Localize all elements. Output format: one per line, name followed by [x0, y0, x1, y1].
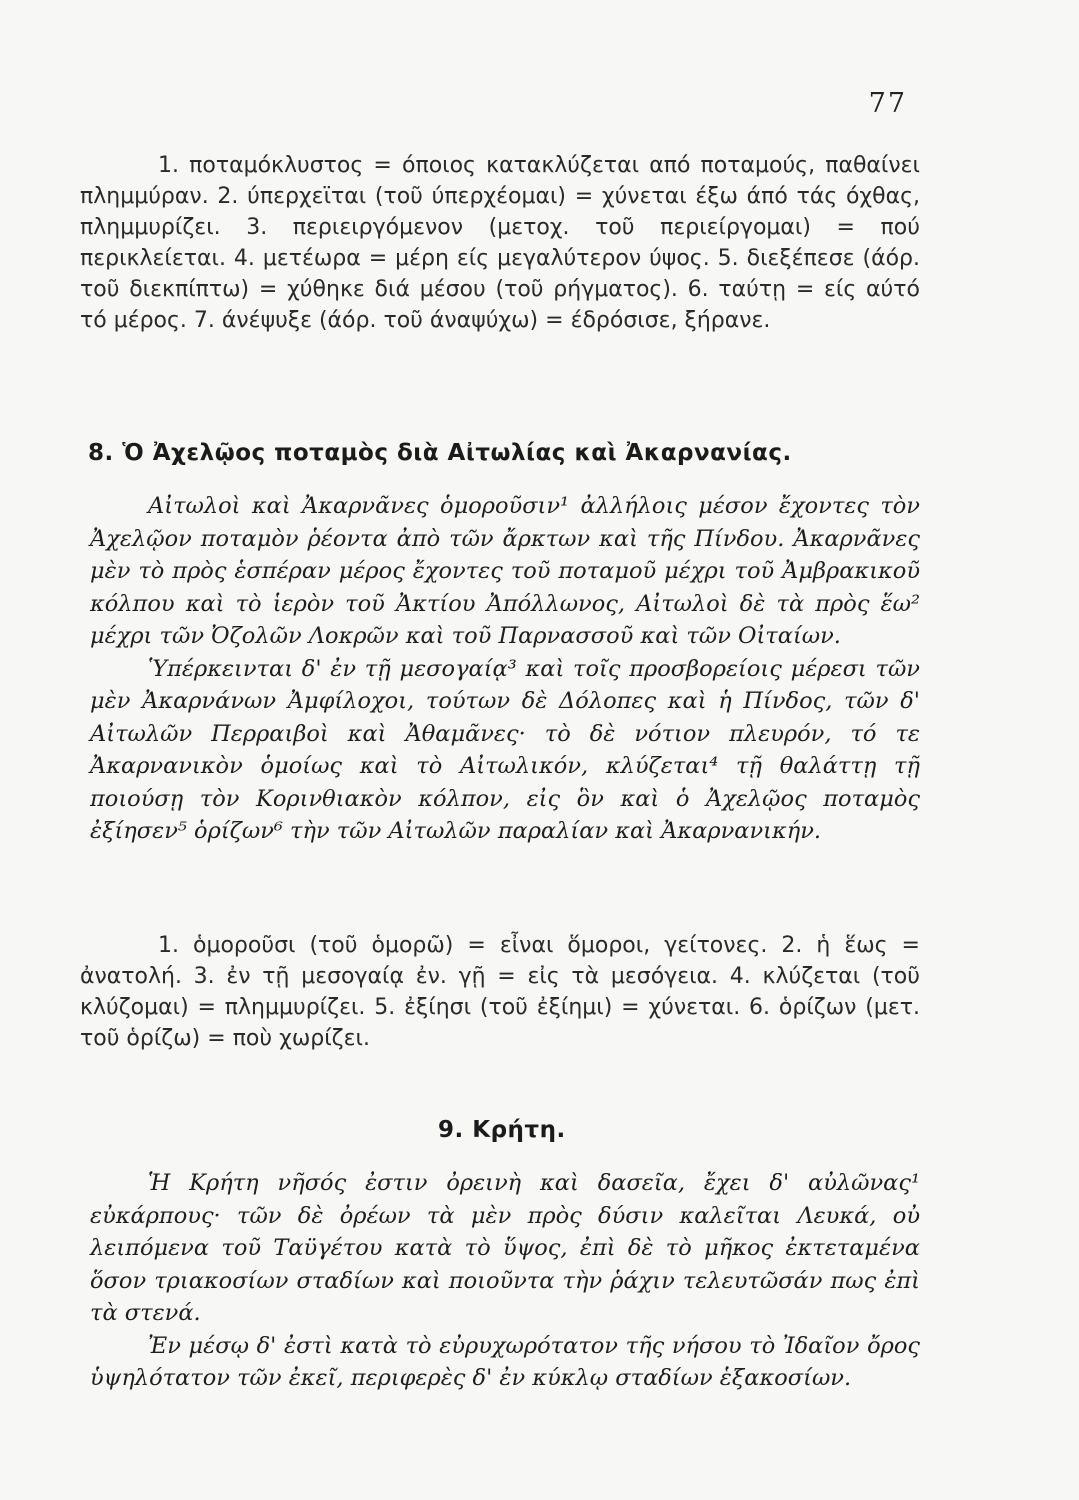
body-paragraph: Ὑπέρκεινται δ' ἐν τῇ μεσογαίᾳ³ καὶ τοῖς προσβορείοις μέρεσι τῶν μὲν Ἀκαρνάνων Ἀμφίλοχοι, τούτων δὲ Δόλοπες καὶ ἡ Πίνδος, τῶν δ' Αἰτωλῶν Περραιβοὶ καὶ Ἀθαμᾶνες· τὸ δὲ νότιον πλευρόν, τό τε Ἀκαρνανικὸν ὁμοίως καὶ τὸ Αἰτωλικόν, κλύζεται⁴ τῇ θαλάττῃ τῇ ποιούσῃ τὸν Κορινθιακὸν κόλπον, εἰς ὃν καὶ ὁ Ἀχελῷος ποταμὸς ἐξίησεν⁵ ὁρίζων⁶ τὴν τῶν Αἰτωλῶν παραλίαν καὶ Ἀκαρνανικήν. — [90, 655, 920, 844]
body-paragraph: Αἰτωλοὶ καὶ Ἀκαρνᾶνες ὁμοροῦσιν¹ ἀλλήλοις μέσον ἔχοντες τὸν Ἀχελῷον ποταμὸν ῥέοντα ἀπὸ τῶν ἄρκτων καὶ τῆς Πίνδου. Ἀκαρνᾶνες μὲν τὸ πρὸς ἑσπέραν μέρος ἔχοντες τοῦ ποταμοῦ μέχρι τοῦ Ἀμβρακικοῦ κόλπου καὶ τὸ ἱερὸν τοῦ Ἀκτίου Ἀπόλλωνος, Αἰτωλοὶ δὲ τὰ πρὸς ἕω² μέχρι τῶν Ὀζολῶν Λοκρῶν καὶ τοῦ Παρνασσοῦ καὶ τῶν Οἰταίων. — [90, 493, 920, 649]
body-paragraph: Ἡ Κρήτη νῆσός ἐστιν ὀρεινὴ καὶ δασεῖα, ἔχει δ' αὐλῶνας¹ εὐκάρπους· τῶν δὲ ὀρέων τὰ μὲν πρὸς δύσιν καλεῖται Λευκά, οὐ λειπόμενα τοῦ Ταϋγέτου κατὰ τὸ ὕψος, ἐπὶ δὲ τὸ μῆκος ἐκτεταμένα ὅσον τριακοσίων σταδίων καὶ ποιοῦντα τὴν ῥάχιν τελευτῶσάν πως ἐπὶ τὰ στενά. — [90, 1170, 920, 1326]
section-7-footnotes — [80, 150, 920, 336]
section-8-footnotes — [80, 930, 920, 1054]
section-9-body — [90, 1167, 920, 1395]
body-paragraph: Ἐν μέσῳ δ' ἐστὶ κατὰ τὸ εὐρυχωρότατον τῆς νήσου τὸ Ἰδαῖον ὄρος ὑψηλότατον τῶν ἐκεῖ, περιφερὲς δ' ἐν κύκλῳ σταδίων ἑξακοσίων. — [90, 1332, 920, 1391]
footnote-paragraph: 1. ὁμοροῦσι (τοῦ ὁμορῶ) = εἶναι ὅμοροι, γείτονες. 2. ἡ ἕως = ἀνατολή. 3. ἐν τῇ μεσογαίᾳ ἐν. γῇ = εἰς τὰ μεσόγεια. 4. κλύζεται (τοῦ κλύζομαι) = πλημμυρίζει. 5. ἐξίησι (τοῦ ἐξίημι) = χύνεται. 6. ὁρίζων (μετ. τοῦ ὁρίζω) = ποὺ χωρίζει. — [80, 933, 920, 1051]
section-9-heading: 9. Κρήτη. — [438, 1117, 566, 1143]
page-number: 77 — [868, 88, 907, 119]
section-8-body — [90, 490, 920, 848]
footnote-paragraph: 1. ποταμόκλυστος = όποιος κατακλύζεται από ποταμούς, παθαίνει πλημμύραν. 2. ύπερχεϊται (τοῦ ύπερχέομαι) = χύνεται έξω άπό τάς όχθας, πλημμυρίζει. 3. περιειργόμενον (μετοχ. τοῦ περιείργομαι) = πού περικλείεται. 4. μετέωρα = μέρη είς μεγαλύτερον ύψος. 5. διεξέπεσε (άόρ. τοῦ διεκπίπτω) = χύθηκε διά μέσου (τοῦ ρήγματος). 6. ταύτῃ = είς αύτό τό μέρος. 7. άνέψυξε (άόρ. τοῦ άναψύχω) = έδρόσισε, ξήρανε. — [80, 153, 920, 333]
section-8-heading: 8. Ὁ Ἀχελῷος ποταμὸς διὰ Αἰτωλίας καὶ Ἀκαρνανίας. — [88, 440, 792, 466]
